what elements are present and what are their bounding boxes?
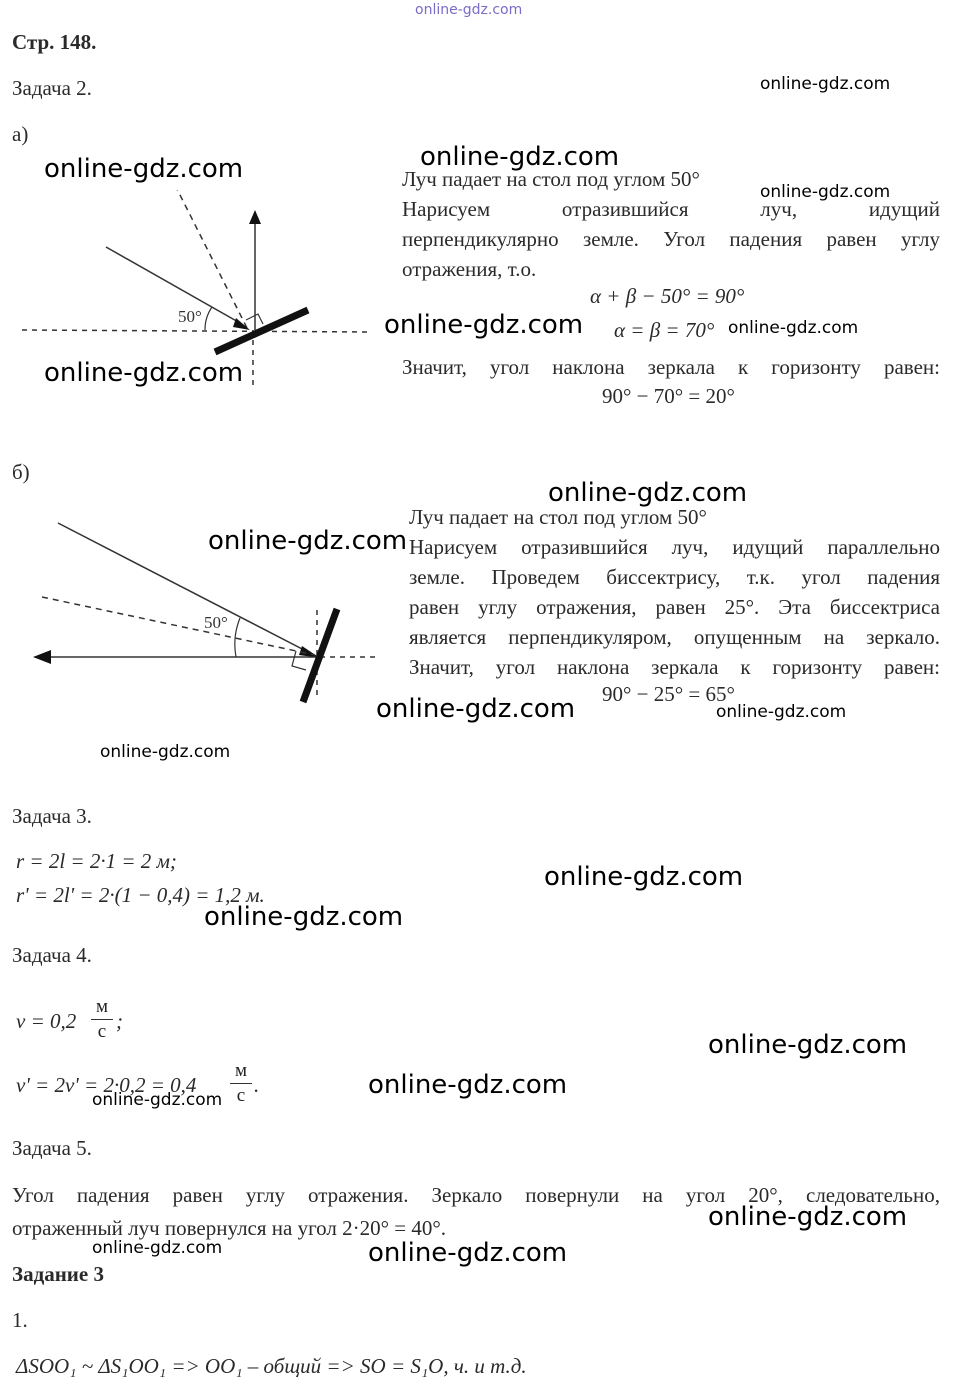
task5-line-1: Угол падения равен углу отражения. Зеркало повернули на угол 20°, следовательно, xyxy=(12,1183,940,1207)
watermark: online-gdz.com xyxy=(204,902,404,932)
task2-b-text xyxy=(409,502,940,682)
watermark: online-gdz.com xyxy=(44,154,244,184)
top-watermark: online-gdz.com xyxy=(415,2,523,18)
reflected-arrowhead xyxy=(33,650,51,664)
angle-arc xyxy=(235,618,240,657)
task2-b-result: 90° − 25° = 65° xyxy=(602,682,735,706)
task2-a-line-3: перпендикулярно земле. Угол падения равен углу xyxy=(402,227,940,251)
task2-b-line-2: Нарисуем отразившийся луч, идущий параллельно xyxy=(409,535,940,559)
task2-a-line-4: отражения, т.о. xyxy=(402,257,537,281)
task4-fraction-2-den: с xyxy=(236,1085,246,1106)
watermark: online-gdz.com xyxy=(708,1030,908,1060)
watermark: online-gdz.com xyxy=(44,358,244,388)
task2-a-eq2: α = β = 70° xyxy=(614,318,715,342)
task2-b-line-5: является перпендикуляром, опущенным на зеркало. xyxy=(409,625,940,649)
watermark: online-gdz.com xyxy=(100,742,231,762)
assignment3-item-number: 1. xyxy=(12,1308,28,1332)
task2-part-a-label: а) xyxy=(12,122,29,146)
angle-arc xyxy=(205,307,212,330)
task2-a-conclusion-block xyxy=(402,352,940,382)
bisector-line xyxy=(42,597,315,655)
task2-b-line-3: земле. Проведем биссектрису, т.к. угол падения xyxy=(409,565,940,589)
watermark: online-gdz.com xyxy=(368,1070,568,1100)
fraction-bar xyxy=(230,1083,252,1084)
reflected-arrowhead xyxy=(249,210,261,224)
task5-title: Задача 5. xyxy=(12,1136,92,1160)
watermark: online-gdz.com xyxy=(92,1238,223,1258)
task5-line-2: отраженный луч повернулся на угол 2·20° = 40°. xyxy=(12,1216,447,1240)
task4-line-2: v' = 2v' = 2·0,2 = 0,4 xyxy=(16,1073,197,1097)
incident-ray xyxy=(106,247,240,323)
task2-a-line-1: Луч падает на стол под углом 50° xyxy=(402,167,700,191)
watermark: online-gdz.com xyxy=(544,862,744,892)
task2-a-eq1: α + β − 50° = 90° xyxy=(590,284,745,308)
task2-a-conclusion: Значит, угол наклона зеркала к горизонту равен: xyxy=(402,355,940,379)
task4-fraction-2 xyxy=(229,1060,253,1107)
task4-fraction-1 xyxy=(90,996,114,1043)
task2-b-line-6: Значит, угол наклона зеркала к горизонту равен: xyxy=(409,655,940,679)
watermark: online-gdz.com xyxy=(420,142,620,172)
watermark: online-gdz.com xyxy=(548,478,748,508)
task4-fraction-1-num: м xyxy=(95,996,109,1017)
task2-b-line-1: Луч падает на стол под углом 50° xyxy=(409,505,707,529)
task2-title: Задача 2. xyxy=(12,76,92,100)
watermark: online-gdz.com xyxy=(208,526,408,556)
angle-label-b: 50° xyxy=(204,613,228,632)
task3-title: Задача 3. xyxy=(12,804,92,828)
watermark: online-gdz.com xyxy=(708,1202,908,1232)
task4-title: Задача 4. xyxy=(12,943,92,967)
fraction-bar xyxy=(91,1019,113,1020)
task4-line-1-end: ; xyxy=(116,1009,123,1033)
task4-fraction-1-den: с xyxy=(97,1021,107,1042)
watermark: online-gdz.com xyxy=(384,310,584,340)
task2-a-line-2: Нарисуем отразившийся луч, идущий xyxy=(402,197,940,221)
task4-line-1: v = 0,2 xyxy=(16,1009,77,1033)
table-line xyxy=(22,330,372,332)
task4-fraction-2-num: м xyxy=(234,1060,248,1081)
task3-line-1: r = 2l = 2·1 = 2 м; xyxy=(16,849,177,873)
page-label: Стр. 148. xyxy=(12,30,97,54)
task3-line-2: r' = 2l' = 2·(1 − 0,4) = 1,2 м. xyxy=(16,883,265,907)
assignment3-title: Задание 3 xyxy=(12,1262,104,1286)
watermark: online-gdz.com xyxy=(92,1090,223,1110)
watermark: online-gdz.com xyxy=(376,694,576,724)
watermark: online-gdz.com xyxy=(716,702,847,722)
watermark: online-gdz.com xyxy=(368,1238,568,1268)
watermark: online-gdz.com xyxy=(760,74,891,94)
watermark: online-gdz.com xyxy=(760,182,891,202)
watermark: online-gdz.com xyxy=(728,318,859,338)
assignment3-line: ΔSOO₁ ~ ΔS₁OO₁ => OO₁ – общий => SO = S₁O, ч. и т.д. xyxy=(16,1354,527,1378)
task2-b-line-4: равен углу отражения, равен 25°. Эта биссектриса xyxy=(409,595,940,619)
task2-a-result: 90° − 70° = 20° xyxy=(602,384,735,408)
task2-part-b-label: б) xyxy=(12,460,30,484)
angle-label-a: 50° xyxy=(178,307,202,326)
task4-line-2-end: . xyxy=(254,1073,260,1097)
